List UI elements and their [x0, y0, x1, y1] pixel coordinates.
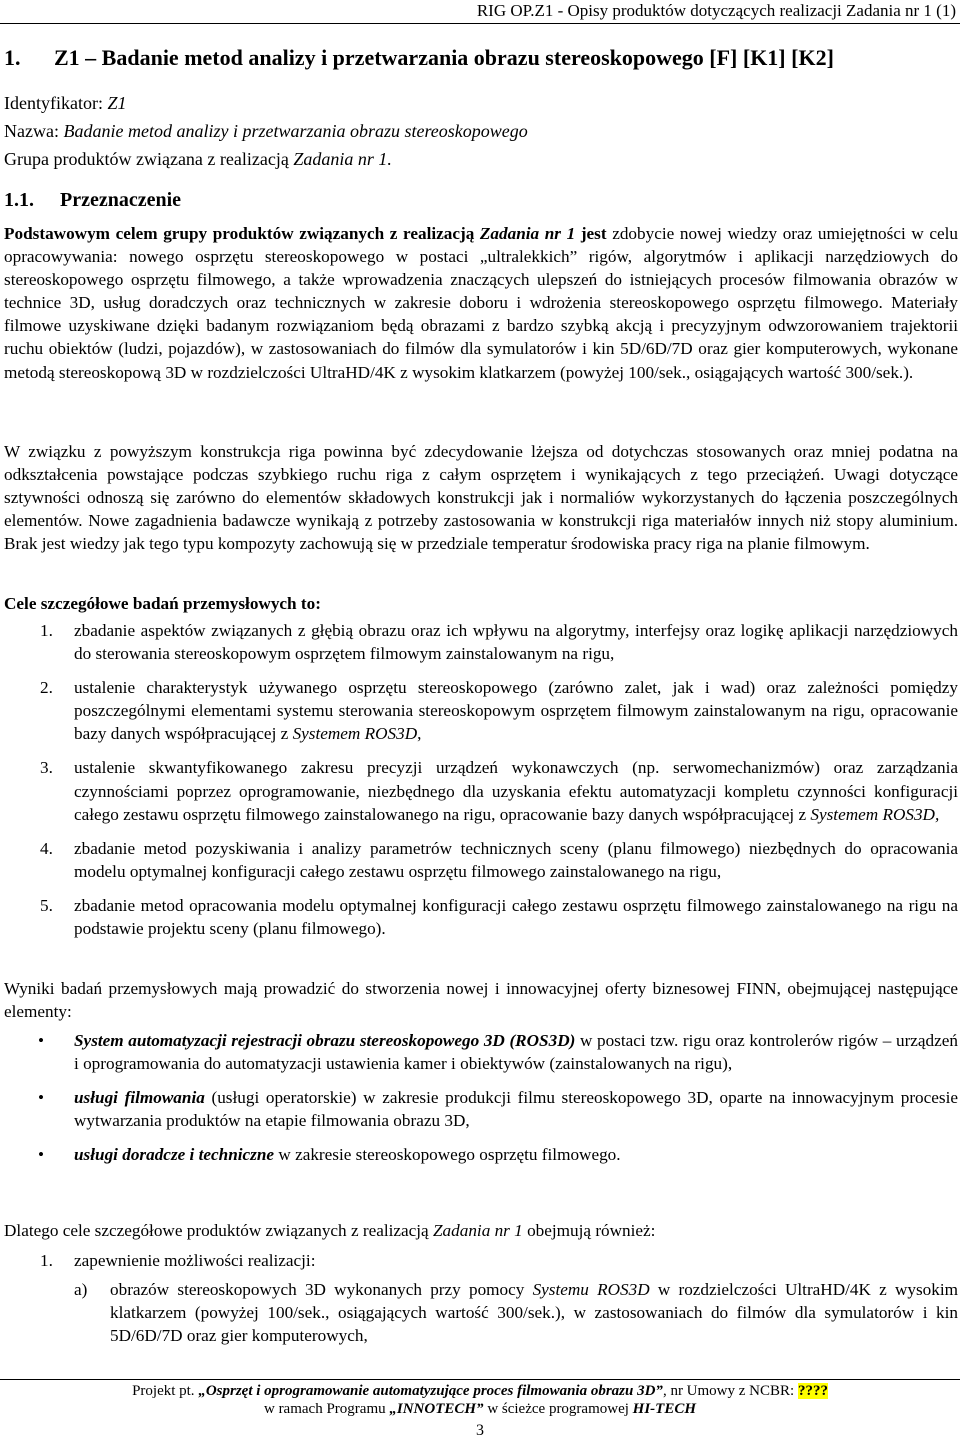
subsection-title: Przeznaczenie	[60, 189, 182, 211]
subsection-number: 1.1.	[4, 189, 34, 211]
purpose-bold-lead: Podstawowym celem grupy produktów związanych z realizacją	[4, 224, 480, 243]
list-item: 1. zbadanie aspektów związanych z głębią obrazu oraz ich wpływu na algorytmy, interfejsy oraz logikę aplikacji narzędziowych do sterowania stereoskopowym osprzętem filmowym zainstalowanym na rigu,	[40, 621, 958, 664]
construction-paragraph: W związku z powyższym konstrukcja riga powinna być zdecydowanie lżejsza od dotychczas stosowanych oraz mniej podatna na odkształcenia powstające podczas szybkiego ruchu riga z całym osprzętem i wynikających z tego przeciążeń. Uwagi dotyczące sztywności odnoszą się zarówno do elementów składowych konstrukcji jak i normaliów wykorzystanych do łączenia poszczególnych elementów. Nowe zagadnienia badawcze wynikają z potrzeby zastosowania w konstrukcji riga materiałów innych niż stopy aluminium. Brak jest wiedzy jak tego typu kompozyty zachowują się w przedziale temperatur środowiska pracy riga na planie filmowym.	[4, 442, 958, 554]
results-intro: Wyniki badań przemysłowych mają prowadzić do stworzenia nowej i innowacyjnej oferty biznesowej FINN, obejmującej następujące elementy:	[4, 979, 958, 1022]
list-item: 2. ustalenie charakterystyk używanego osprzętu stereoskopowego (zarówno zalet, jak i wad) oraz zależności pomiędzy poszczególnymi elementami systemu sterowania stereoskopowym osprzętem filmowym zainstalowanym na rigu, opracowanie bazy danych współpracującej z Systemem ROS3D,	[40, 678, 958, 744]
section-heading	[4, 44, 834, 72]
subsection-heading	[4, 187, 181, 213]
running-header: RIG OP.Z1 - Opisy produktów dotyczących realizacji Zadania nr 1 (1)	[476, 1, 956, 20]
name-value: Badanie metod analizy i przetwarzania obrazu stereoskopowego	[63, 121, 528, 141]
contract-number-highlight: ????	[797, 1383, 828, 1399]
identifier-line	[4, 91, 126, 115]
list-item: • usługi filmowania (usługi operatorskie) w zakresie produkcji filmu stereoskopowego 3D, oparte na innowacyjnym procesie wytwarzania produktów na etapie filmowania obrazu 3D,	[38, 1088, 958, 1131]
list-item: 3. ustalenie skwantyfikowanego zakresu precyzji urządzeń wykonawczych (np. serwomechanizmów) oraz zarządzania czynnościami poprzez oprogramowanie, niezbędnego dla uzyskania efektu automatyzacji kompletu czynności konfiguracji całego zestawu osprzętu filmowego zainstalowanego na rigu, opracowanie bazy danych współpracującej z Systemem ROS3D,	[40, 758, 958, 824]
page-number: 3	[476, 1422, 484, 1439]
name-label: Nazwa:	[4, 121, 64, 141]
detailed-sublist	[4, 1278, 958, 1347]
section-number: 1.	[4, 45, 21, 70]
goals-heading: Cele szczegółowe badań przemysłowych to:	[4, 594, 321, 613]
identifier-label: Identyfikator:	[4, 93, 108, 113]
results-bullet-list	[4, 1029, 958, 1177]
goals-list	[4, 619, 958, 951]
purpose-paragraph	[4, 222, 958, 384]
purpose-text: zdobycie nowej wiedzy oraz umiejętności w celu opracowywania: nowego osprzętu stereoskopowego w postaci „ultralekkich” rigów, algorytmów i aplikacji narzędziowych do stereoskopowego osprzętu filmowego, a także wprowadzenia znaczących ulepszeń do istniejących procesów filmowania obrazów w technice 3D, usług doradczych oraz technicznych w zakresie doboru i wdrożenia stereoskopowego osprzętu filmowego. Materiały filmowe uzyskiwane dzięki badanym rozwiązaniom będą obrazami z bardzo szybką akcją i precyzyjnym odwzorowaniem trajektorii ruchu obiektów (ludzi, pojazdów), w zastosowaniach do filmów dla symulatorów i kin 5D/6D/7D oraz gier komputerowych, wykonane metodą stereoskopową 3D w rozdzielczości UltraHD/4K z wysokim klatkarzem (powyżej 100/sek., osiągających wartość 300/sek.).	[4, 224, 958, 382]
list-item: • usługi doradcze i techniczne w zakresie stereoskopowego osprzętu filmowego.	[38, 1145, 621, 1165]
list-item: a) obrazów stereoskopowych 3D wykonanych przy pomocy Systemu ROS3D w rozdzielczości UltraHD/4K z wysokim klatkarzem (powyżej 100/sek., osiągających wartość 300/sek.), w zastosowaniach do filmów dla symulatorów i kin 5D/6D/7D oraz gier komputerowych,	[74, 1280, 958, 1346]
group-label: Grupa produktów związana z realizacją	[4, 149, 294, 169]
group-line	[4, 147, 392, 171]
section-title: Z1 – Badanie metod analizy i przetwarzania obrazu stereoskopowego [F] [K1] [K2]	[54, 45, 834, 70]
footer-program-line: w ramach Programu „INNOTECH” w ścieżce programowej HI-TECH	[263, 1401, 697, 1417]
list-item: 1. zapewnienie możliwości realizacji:	[40, 1251, 316, 1270]
group-value: Zadania nr 1.	[293, 149, 392, 169]
list-item: 4. zbadanie metod pozyskiwania i analizy parametrów technicznych sceny (planu filmowego) niezbędnych do opracowania modelu optymalnej konfiguracji całego zestawu osprzętu filmowego zainstalowanego na rigu,	[40, 838, 958, 881]
list-item: • System automatyzacji rejestracji obrazu stereoskopowego 3D (ROS3D) w postaci tzw. rigu oraz kontrolerów rigów – urządzeń i oprogramowania do automatyzacji ustawienia kamer i obiektywów (zainstalowanych na rigu),	[38, 1031, 959, 1074]
purpose-bold-jest: jest	[575, 224, 607, 243]
identifier-value: Z1	[107, 93, 127, 113]
footer-project-line: Projekt pt. „Osprzęt i oprogramowanie automatyzujące proces filmowania obrazu 3D”, nr Umowy z NCBR: ????	[132, 1383, 828, 1399]
purpose-task-ref: Zadania nr 1	[479, 224, 576, 243]
name-line	[4, 119, 528, 143]
footer-rule	[0, 1379, 960, 1380]
detailed-goals-intro: Dlatego cele szczegółowe produktów związanych z realizacją Zadania nr 1 obejmują również:	[4, 1221, 656, 1240]
list-item: 5. zbadanie metod opracowania modelu optymalnej konfiguracji całego zestawu osprzętu filmowego zainstalowanego na rigu na podstawie projektu sceny (planu filmowego).	[40, 895, 958, 939]
header-rule	[0, 23, 960, 24]
